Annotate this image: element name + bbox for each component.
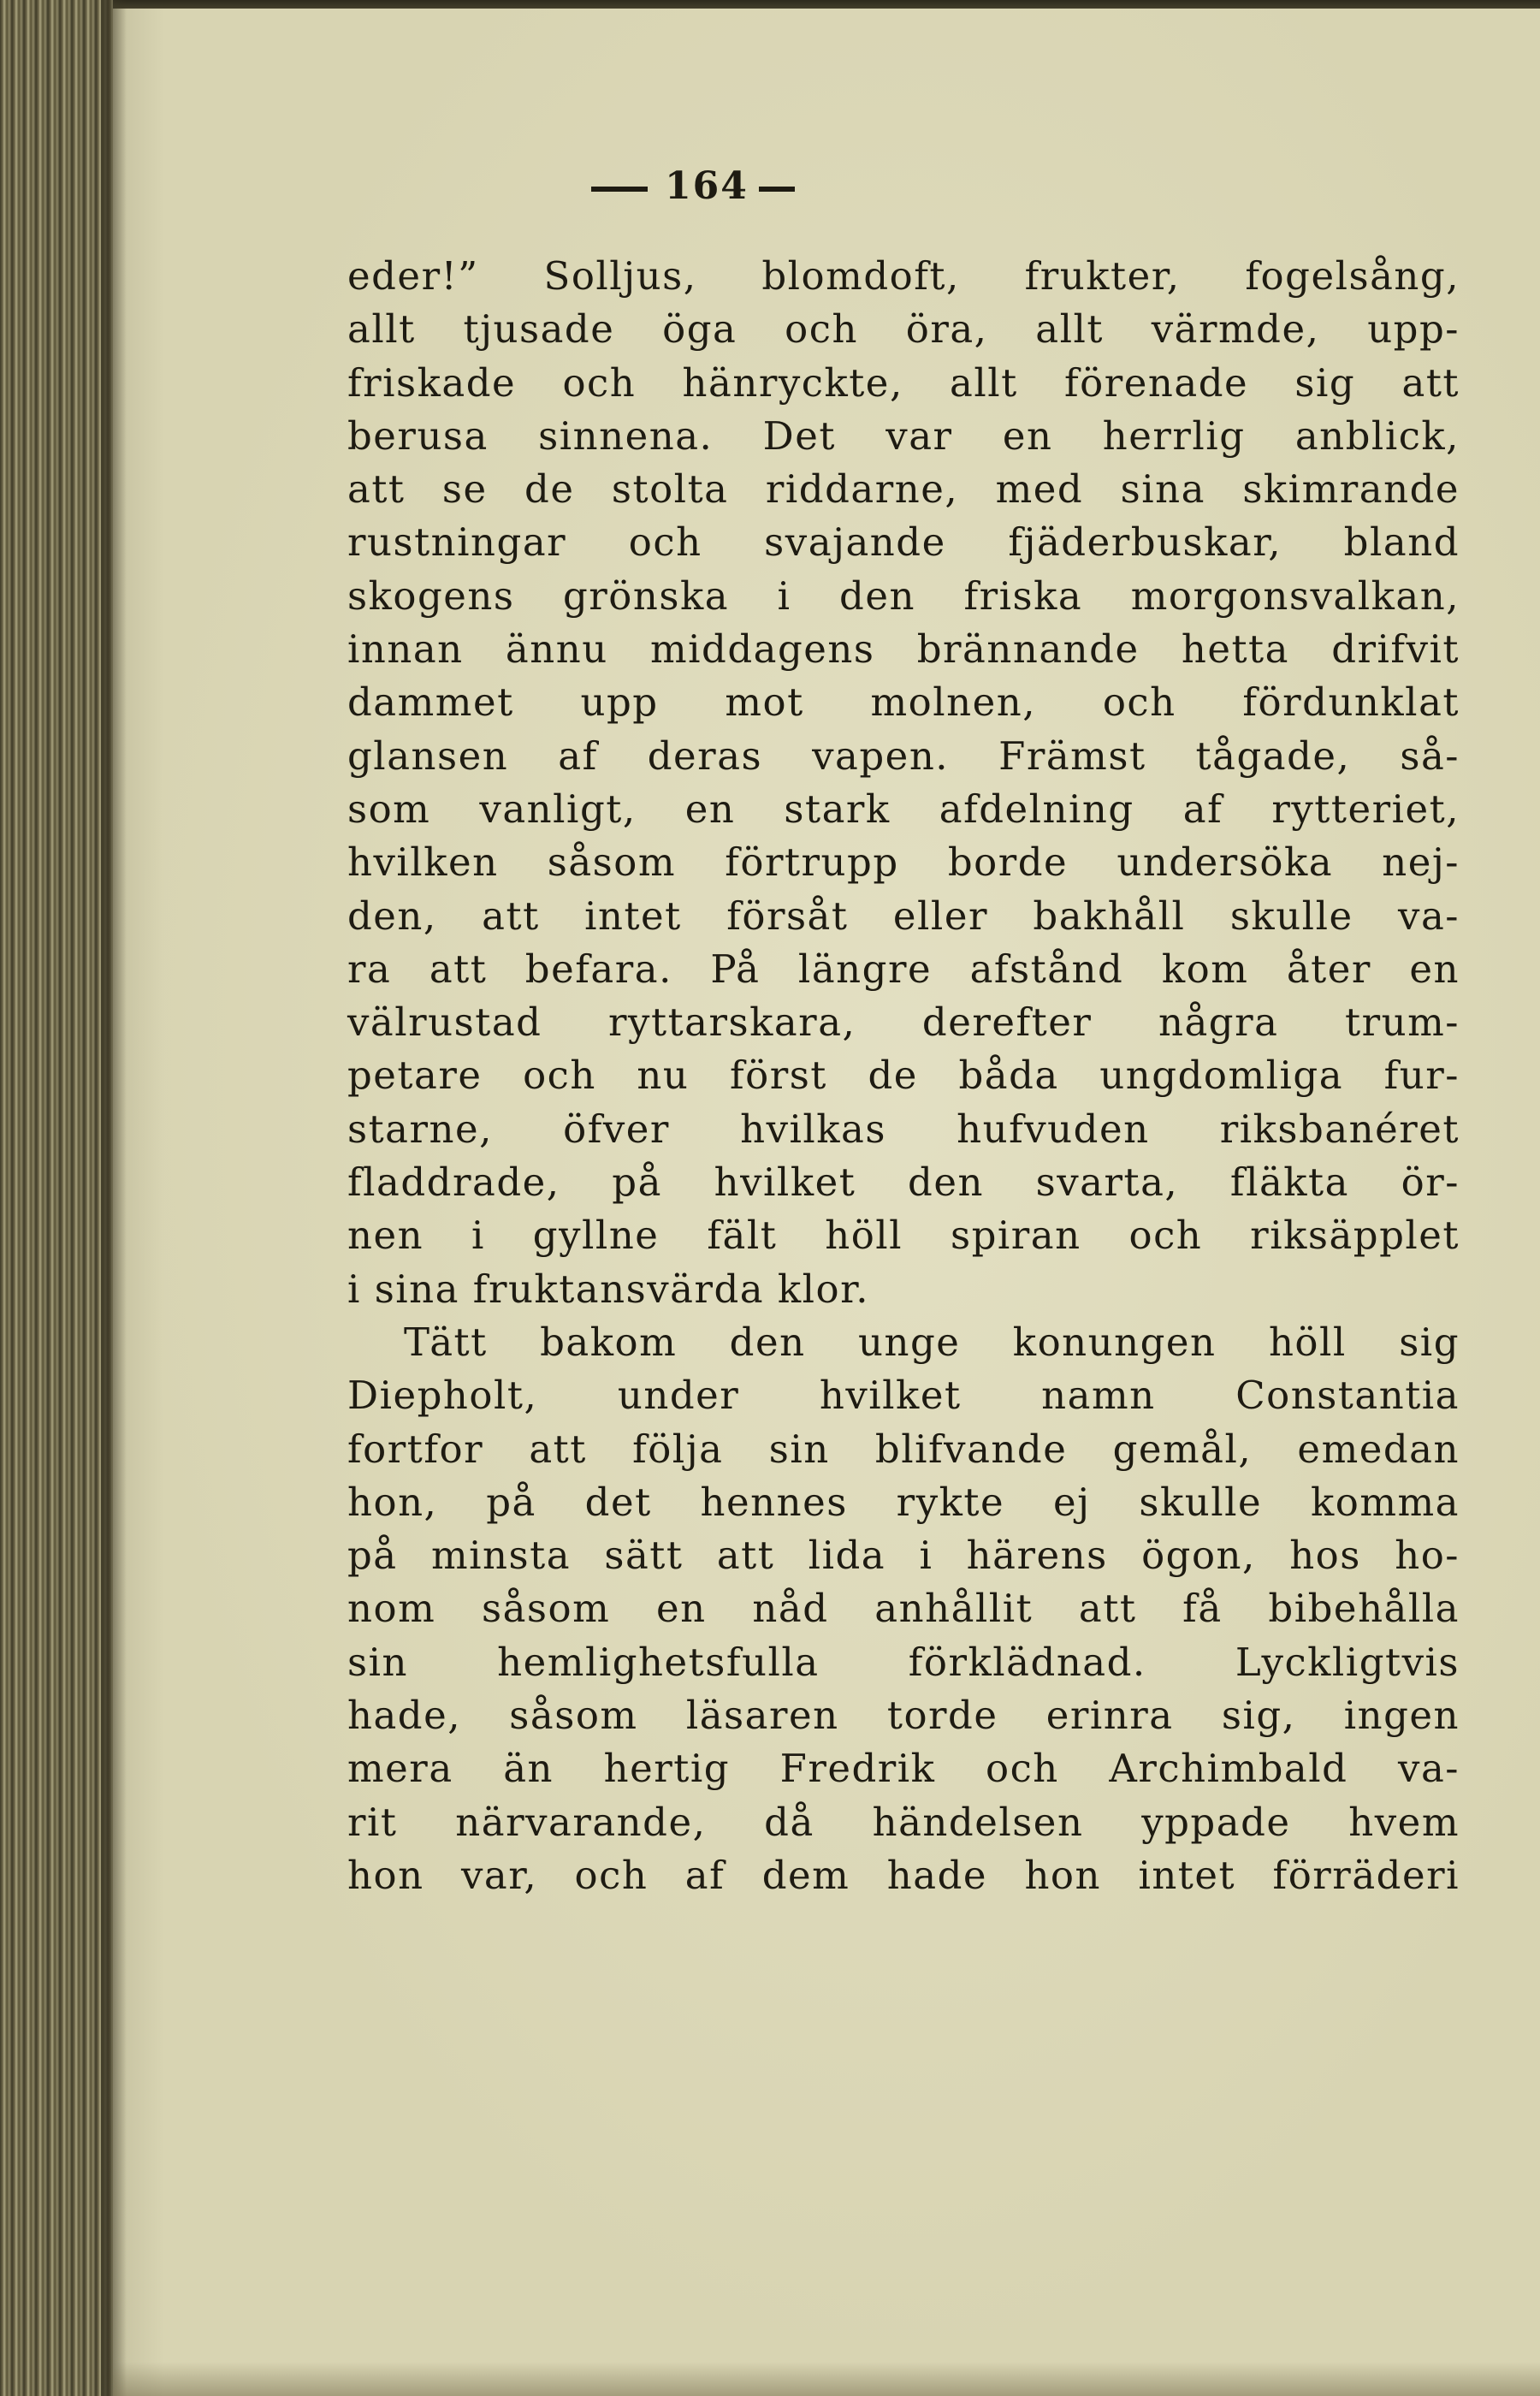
- text-line: nen i gyllne fält höll spiran och riksäpplet: [347, 1213, 1460, 1259]
- text-line: hon, på det hennes rykte ej skulle komma: [347, 1479, 1460, 1525]
- text-line: glansen af deras vapen. Främst tågade, så-: [347, 732, 1460, 779]
- text-line: hade, såsom läsaren torde erinra sig, ingen: [347, 1693, 1460, 1739]
- text-line: skogens grönska i den friska morgonsvalkan,: [347, 572, 1460, 619]
- text-line: mera än hertig Fredrik och Archimbald va-: [347, 1746, 1460, 1792]
- text-line: sin hemlighetsfulla förklädnad. Lyckligtvis: [347, 1639, 1460, 1685]
- text-line: rit närvarande, då händelsen yppade hvem: [347, 1799, 1460, 1845]
- text-line: nom såsom en nåd anhållit att få bibehålla: [347, 1586, 1460, 1632]
- body-text: [347, 250, 1460, 1902]
- paragraph-end-line: i sina fruktansvärda klor.: [347, 1266, 870, 1312]
- gutter-shade: [101, 0, 127, 2396]
- text-line: friskade och hänryckte, allt förenade sig att: [347, 359, 1460, 406]
- header-dash-left: [591, 187, 648, 192]
- text-line: berusa sinnena. Det var en herrlig anblick,: [347, 412, 1460, 459]
- paragraph-start-line: Tätt bakom den unge konungen höll sig: [404, 1319, 1460, 1365]
- text-line: starne, öfver hvilkas hufvuden riksbanéret: [347, 1106, 1460, 1152]
- page-number: 164: [665, 164, 749, 208]
- text-line: fladdrade, på hvilket den svarta, fläkta ör-: [347, 1159, 1460, 1206]
- text-line: på minsta sätt att lida i härens ögon, hos ho-: [347, 1533, 1460, 1579]
- text-line: hon var, och af dem hade hon intet förräderi: [347, 1852, 1460, 1898]
- text-line: den, att intet försåt eller bakhåll skulle va-: [347, 893, 1460, 939]
- book-page-edge: [0, 0, 113, 2396]
- text-line: petare och nu först de båda ungdomliga fur-: [347, 1053, 1460, 1099]
- text-line: eder!” Solljus, blomdoft, frukter, fogelsång,: [347, 253, 1460, 299]
- header-dash-right: [759, 187, 795, 192]
- bottom-shadow: [113, 2362, 1540, 2396]
- text-line: att se de stolta riddarne, med sina skimrande: [347, 466, 1460, 513]
- page-header: [113, 164, 1273, 208]
- text-line: rustningar och svajande fjäderbuskar, bland: [347, 519, 1460, 566]
- text-line: välrustad ryttarskara, derefter några trum-: [347, 999, 1460, 1046]
- text-line: innan ännu middagens brännande hetta drifvit: [347, 626, 1460, 673]
- text-line: som vanligt, en stark afdelning af rytteriet,: [347, 786, 1460, 832]
- text-line: dammet upp mot molnen, och fördunklat: [347, 679, 1460, 726]
- text-line: hvilken såsom förtrupp borde undersöka nej-: [347, 839, 1460, 886]
- text-line: ra att befara. På längre afstånd kom åter en: [347, 946, 1460, 992]
- text-line: fortfor att följa sin blifvande gemål, emedan: [347, 1426, 1460, 1472]
- text-line: allt tjusade öga och öra, allt värmde, upp-: [347, 306, 1460, 353]
- text-line: Diepholt, under hvilket namn Constantia: [347, 1373, 1460, 1419]
